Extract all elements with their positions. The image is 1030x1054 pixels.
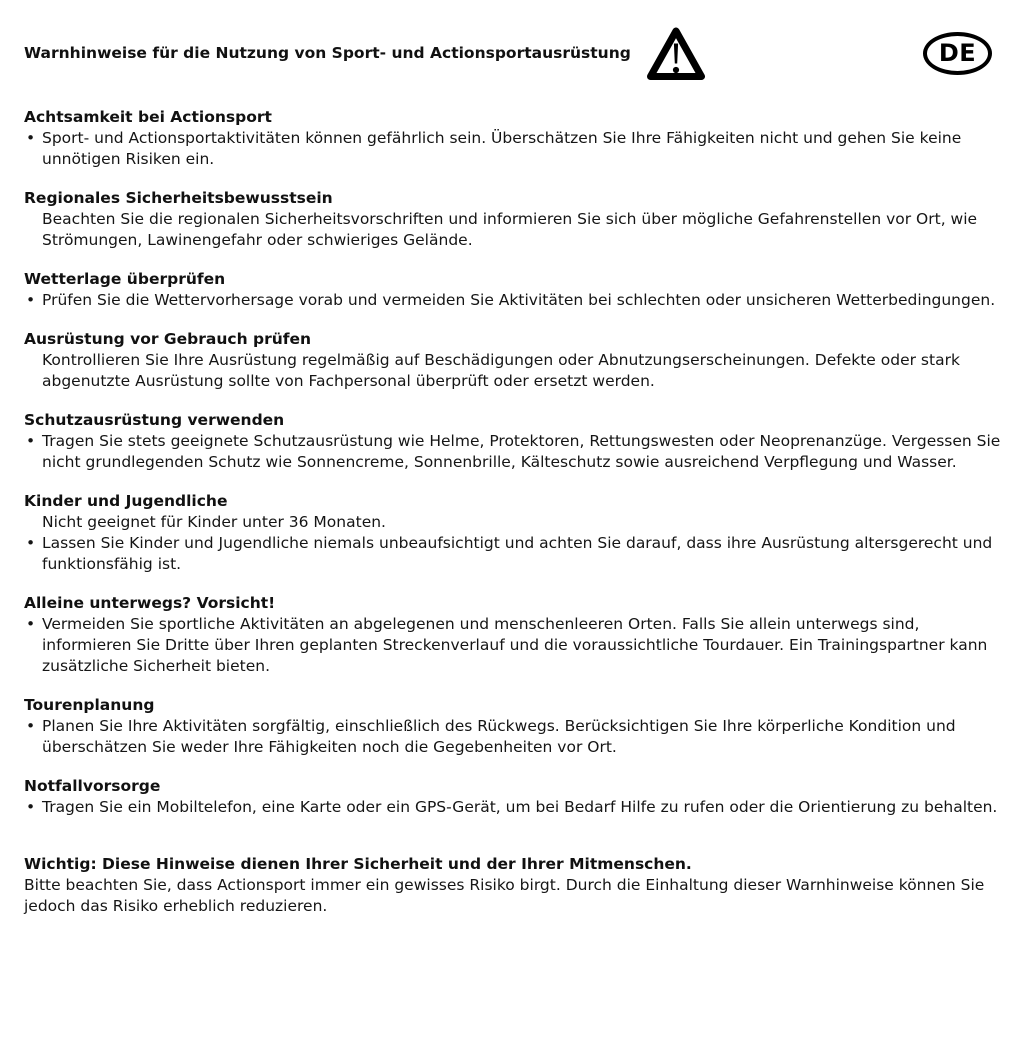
section-heading: Regionales Sicherheitsbewusstsein [24,189,333,207]
bullet-icon: • [26,432,36,450]
bulleted-item [24,290,1006,311]
warning-section [24,593,1006,677]
indented-item [24,209,1006,251]
warning-section [24,269,1006,311]
bullet-icon: • [26,291,36,309]
language-badge-label: DE [938,39,977,67]
bullet-icon: • [26,798,36,816]
bulleted-item [24,533,1006,575]
bulleted-item [24,431,1006,473]
warning-section [24,410,1006,473]
item-text: Prüfen Sie die Wettervorhersage vorab und vermeiden Sie Aktivitäten bei schlechten oder unsicheren Wetterbedingungen. [42,291,996,309]
warning-triangle-icon [647,26,705,82]
section-heading: Schutzausrüstung verwenden [24,411,285,429]
warning-section [24,695,1006,758]
section-heading: Notfallvorsorge [24,777,161,795]
item-text: Lassen Sie Kinder und Jugendliche niemals unbeaufsichtigt und achten Sie darauf, dass ihre Ausrüstung altersgerecht und funktionsfähig ist. [42,534,993,573]
item-text: Nicht geeignet für Kinder unter 36 Monaten. [42,513,386,531]
bullet-icon: • [26,129,36,147]
warning-section [24,188,1006,251]
item-text: Sport- und Actionsportaktivitäten können gefährlich sein. Überschätzen Sie Ihre Fähigkeiten nicht und gehen Sie keine unnötigen Risiken ein. [42,129,962,168]
bullet-icon: • [26,534,36,552]
item-text: Vermeiden Sie sportliche Aktivitäten an abgelegenen und menschenleeren Orten. Falls Sie allein unterwegs sind, informieren Sie Dritte über Ihren geplanten Streckenverlauf und die voraussichtliche Tourdauer. Ein Trainingspartner kann zusätzliche Sicherheit bieten. [42,615,988,675]
language-badge [923,32,992,75]
item-text: Kontrollieren Sie Ihre Ausrüstung regelmäßig auf Beschädigungen oder Abnutzungserscheinungen. Defekte oder stark abgenutzte Ausrüstung sollte von Fachpersonal überprüft oder ersetzt werden. [42,351,960,390]
page-title: Warnhinweise für die Nutzung von Sport- und Actionsportausrüstung [24,44,631,62]
bulleted-item [24,797,1006,818]
bullet-icon: • [26,717,36,735]
section-heading: Kinder und Jugendliche [24,492,228,510]
indented-item [24,512,1006,533]
footer-text: Bitte beachten Sie, dass Actionsport immer ein gewisses Risiko birgt. Durch die Einhaltung dieser Warnhinweise können Sie jedoch das Risiko erheblich reduzieren. [24,876,985,915]
warning-section [24,107,1006,170]
bullet-icon: • [26,615,36,633]
sections-container [24,107,1006,818]
section-heading: Wetterlage überprüfen [24,270,226,288]
item-text: Tragen Sie stets geeignete Schutzausrüstung wie Helme, Protektoren, Rettungswesten oder Neoprenanzüge. Vergessen Sie nicht grundlegenden Schutz wie Sonnencreme, Sonnenbrille, Kälteschutz sowie ausreichend Verpflegung und Wasser. [42,432,1001,471]
document-header [24,25,1006,82]
section-heading: Achtsamkeit bei Actionsport [24,108,272,126]
section-heading: Alleine unterwegs? Vorsicht! [24,594,276,612]
item-text: Beachten Sie die regionalen Sicherheitsvorschriften und informieren Sie sich über mögliche Gefahrenstellen vor Ort, wie Strömungen, Lawinengefahr oder schwieriges Gelände. [42,210,978,249]
warning-section [24,491,1006,575]
item-text: Planen Sie Ihre Aktivitäten sorgfältig, einschließlich des Rückwegs. Berücksichtigen Sie Ihre körperliche Kondition und überschätzen Sie weder Ihre Fähigkeiten noch die Gegebenheiten vor Ort. [42,717,956,756]
section-heading: Tourenplanung [24,696,155,714]
warning-section [24,776,1006,818]
bulleted-item [24,614,1006,677]
warning-section [24,329,1006,392]
warning-document-page [0,25,1030,1054]
document-footer [24,854,1006,917]
footer-heading: Wichtig: Diese Hinweise dienen Ihrer Sicherheit und der Ihrer Mitmenschen. [24,855,692,873]
bulleted-item [24,128,1006,170]
item-text: Tragen Sie ein Mobiltelefon, eine Karte oder ein GPS-Gerät, um bei Bedarf Hilfe zu rufen oder die Orientierung zu behalten. [42,798,998,816]
bulleted-item [24,716,1006,758]
indented-item [24,350,1006,392]
section-heading: Ausrüstung vor Gebrauch prüfen [24,330,312,348]
